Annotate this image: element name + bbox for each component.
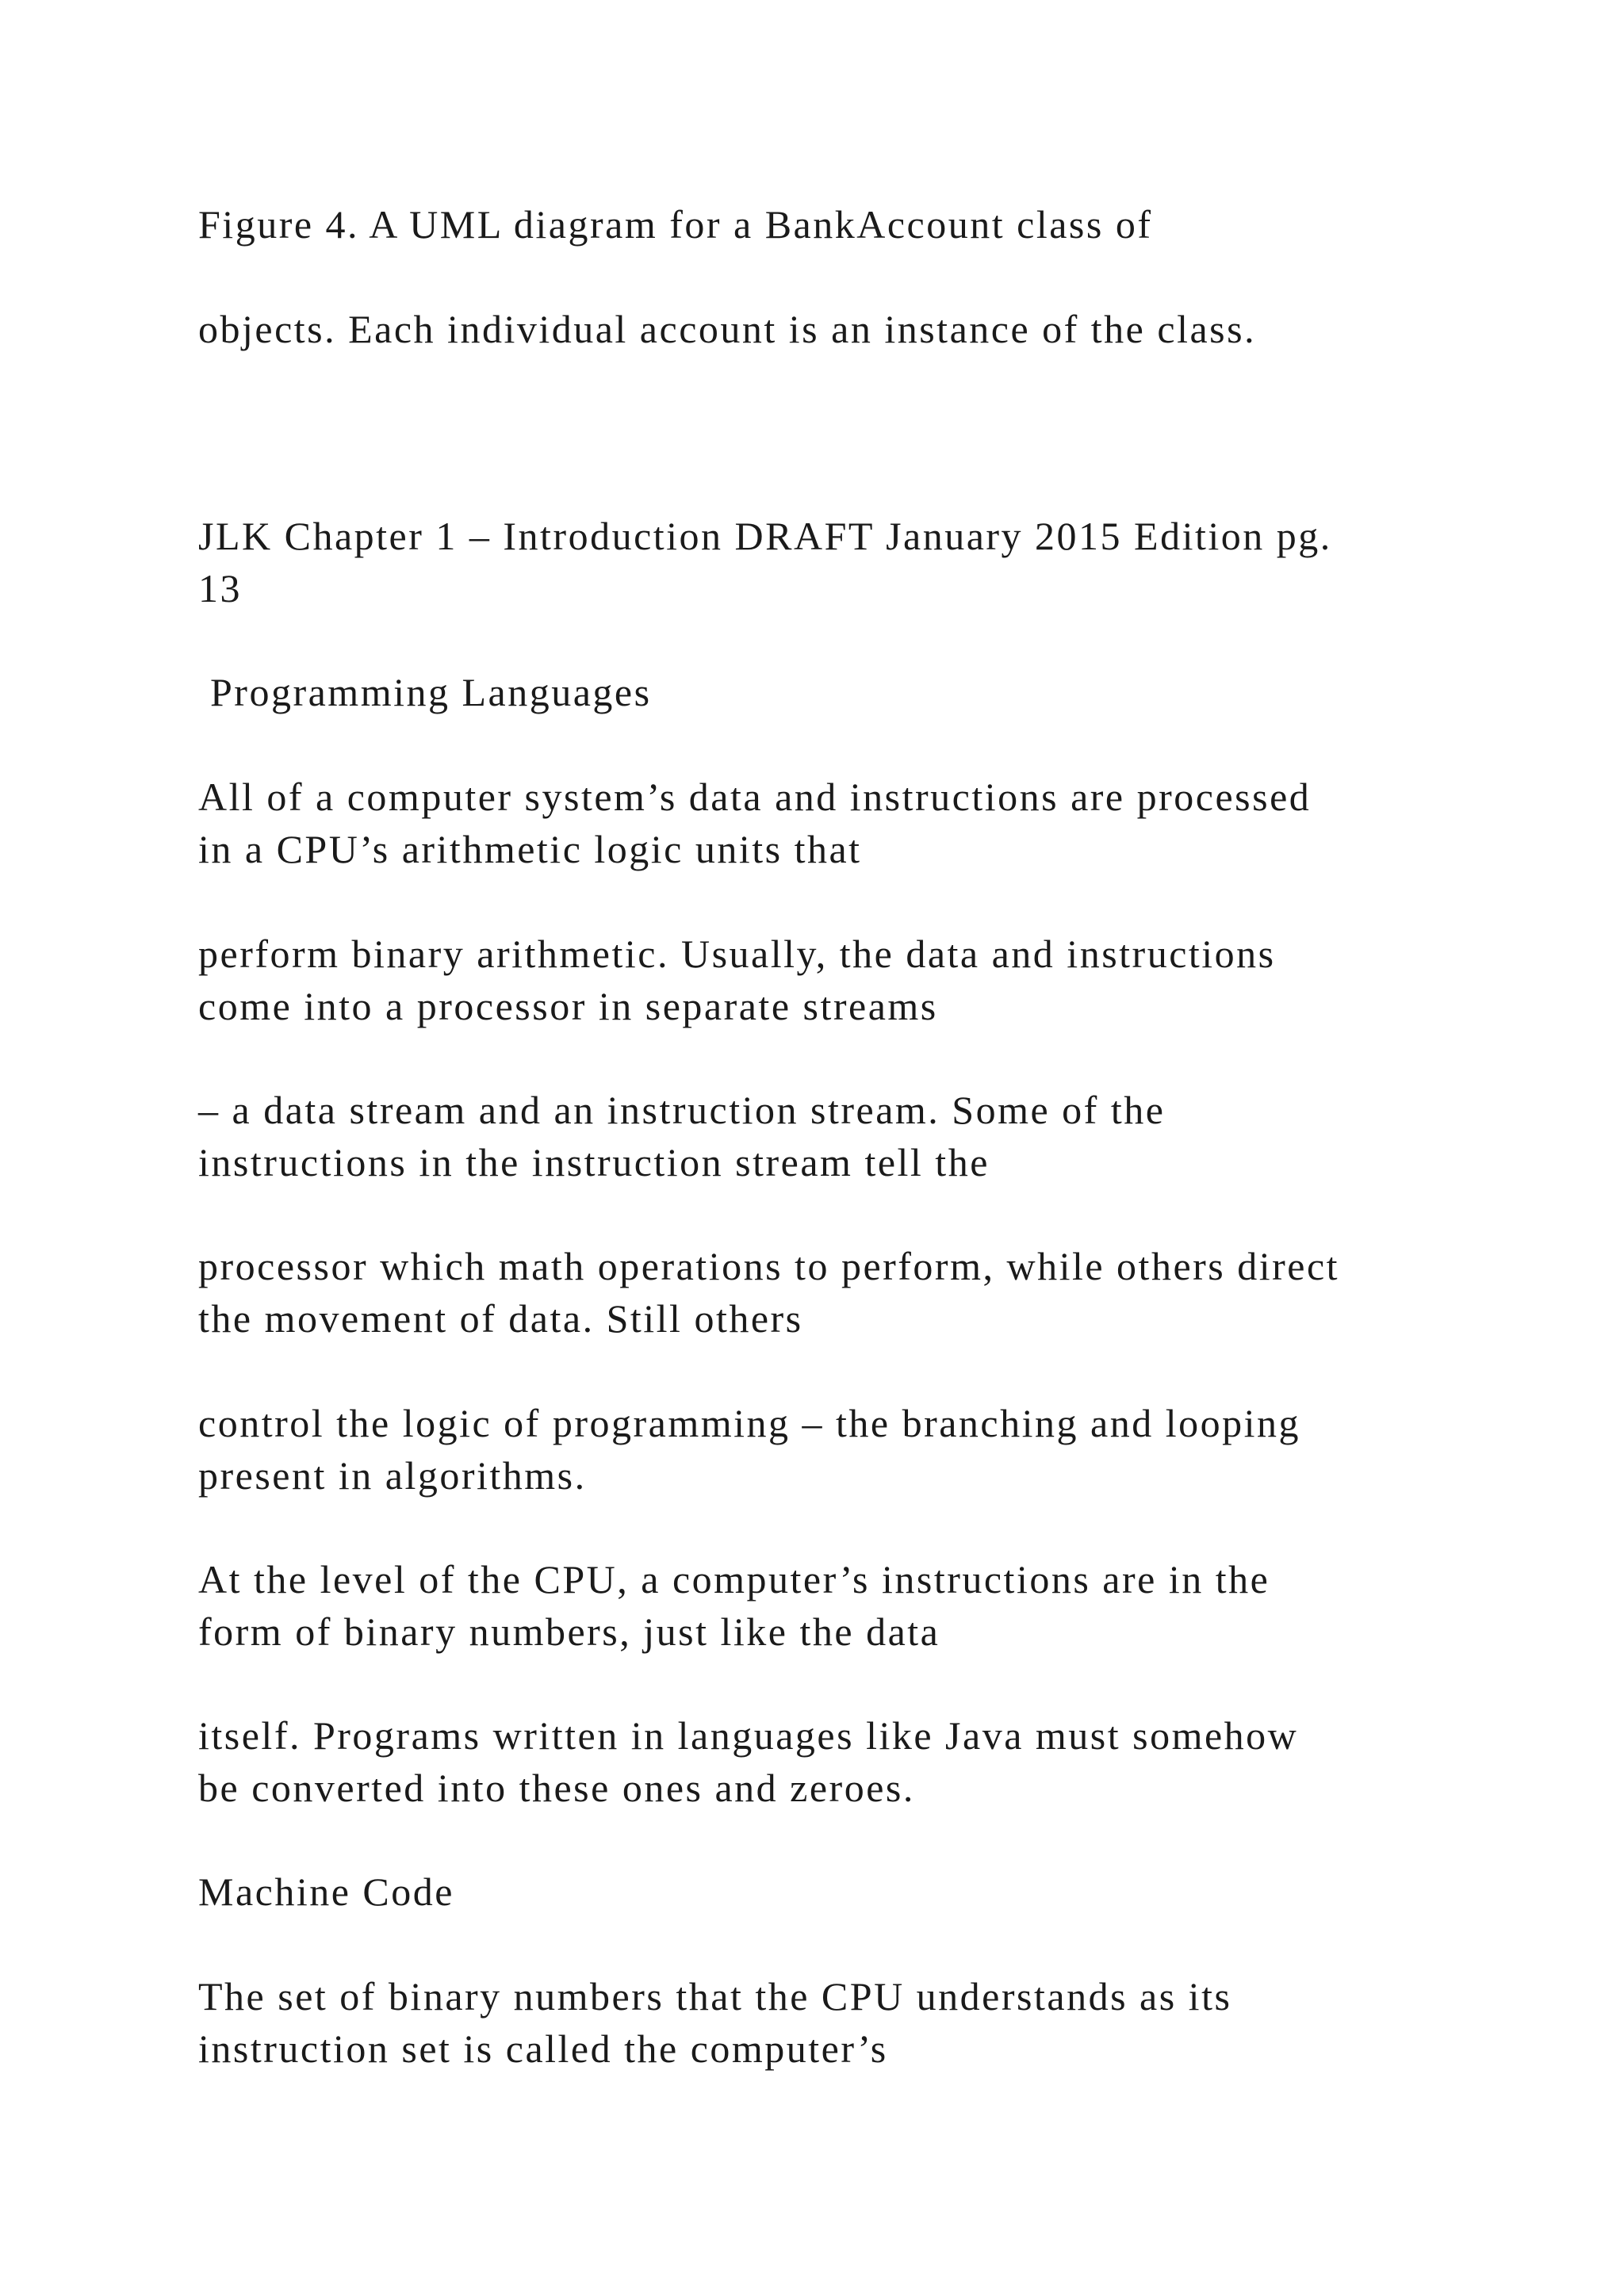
paragraph-5-line-1: control the logic of programming – the branching and looping xyxy=(198,1401,1300,1445)
paragraph-6 xyxy=(198,1553,1507,1658)
paragraph-1-line-2: in a CPU’s arithmetic logic units that xyxy=(198,827,862,871)
paragraph-2-line-2: come into a processor in separate streams xyxy=(198,984,938,1028)
paragraph-8-line-1: The set of binary numbers that the CPU understands as its xyxy=(198,1974,1232,2019)
paragraph-3 xyxy=(198,1084,1507,1188)
paragraph-1-line-1: All of a computer system’s data and instructions are processed xyxy=(198,775,1312,819)
paragraph-1 xyxy=(198,771,1507,875)
running-header xyxy=(198,510,1507,614)
paragraph-4-line-2: the movement of data. Still others xyxy=(198,1296,803,1341)
running-header-line-2: 13 xyxy=(198,566,242,610)
paragraph-7-line-1: itself. Programs written in languages like Java must somehow xyxy=(198,1713,1299,1758)
paragraph-8-line-2: instruction set is called the computer’s xyxy=(198,2026,888,2071)
paragraph-7 xyxy=(198,1709,1507,1814)
paragraph-5-line-2: present in algorithms. xyxy=(198,1453,587,1498)
paragraph-6-line-1: At the level of the CPU, a computer’s instructions are in the xyxy=(198,1557,1270,1601)
paragraph-2 xyxy=(198,928,1507,1032)
subheading-machine-code: Machine Code xyxy=(198,1869,454,1914)
paragraph-5 xyxy=(198,1397,1507,1502)
paragraph-2-line-1: perform binary arithmetic. Usually, the data and instructions xyxy=(198,932,1276,976)
figure-caption-line-1: Figure 4. A UML diagram for a BankAccount class of xyxy=(198,202,1153,247)
paragraph-7-line-2: be converted into these ones and zeroes. xyxy=(198,1766,915,1810)
running-header-line-1: JLK Chapter 1 – Introduction DRAFT January 2015 Edition pg. xyxy=(198,514,1332,558)
paragraph-3-line-1: – a data stream and an instruction stream. Some of the xyxy=(198,1088,1166,1132)
paragraph-4-line-1: processor which math operations to perform, while others direct xyxy=(198,1244,1340,1288)
paragraph-4 xyxy=(198,1240,1507,1345)
paragraph-3-line-2: instructions in the instruction stream tell the xyxy=(198,1140,990,1184)
figure-caption-line-2: objects. Each individual account is an instance of the class. xyxy=(198,307,1257,351)
paragraph-6-line-2: form of binary numbers, just like the data xyxy=(198,1609,940,1654)
section-heading: Programming Languages xyxy=(198,670,652,714)
paragraph-8 xyxy=(198,1970,1507,2075)
